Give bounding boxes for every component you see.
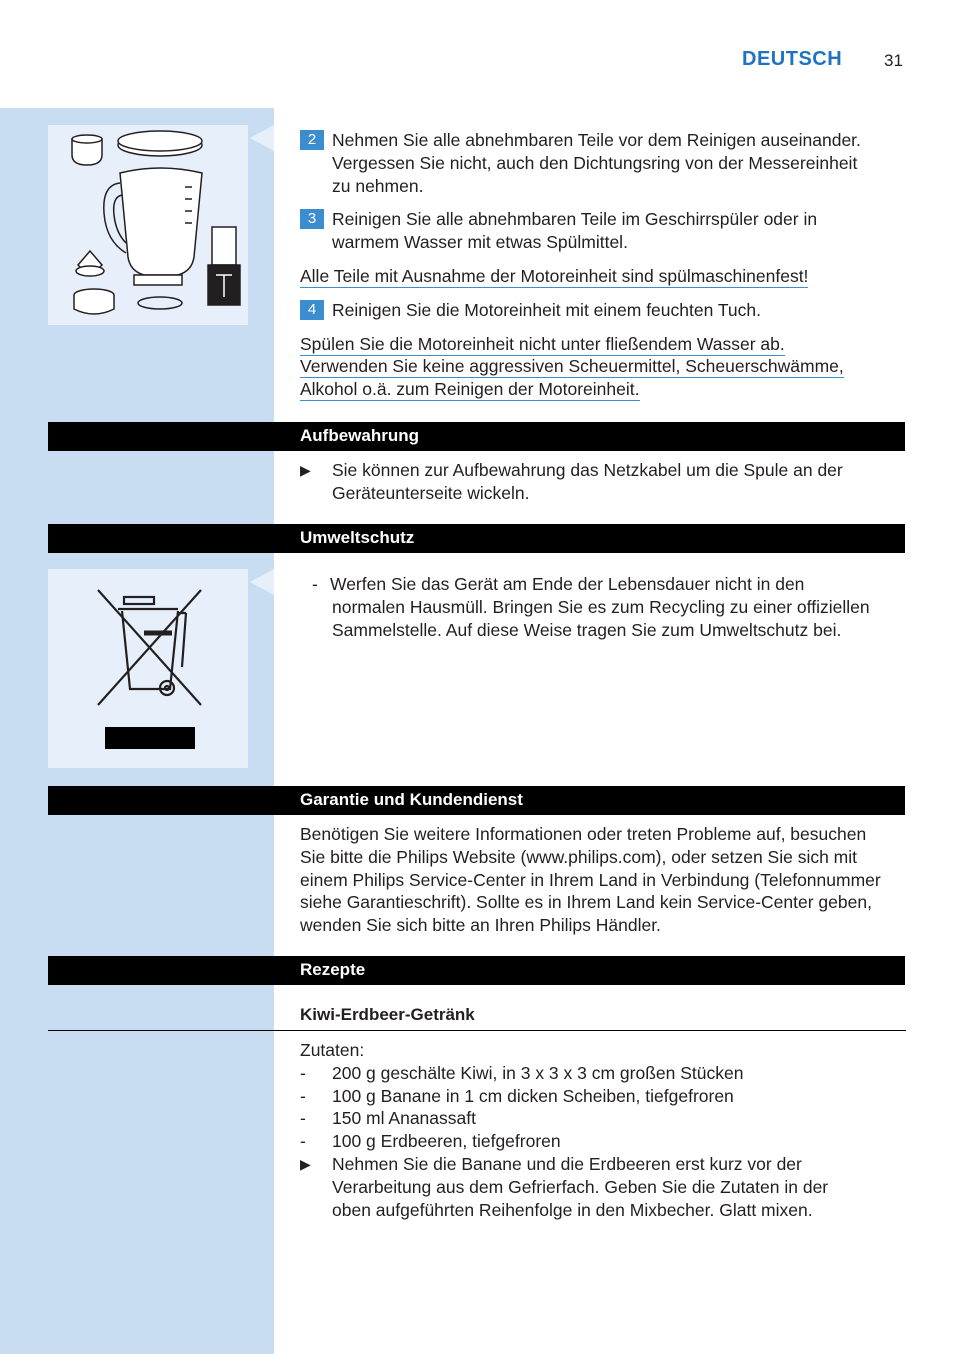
guarantee-line: wenden Sie sich bitte an Ihren Philips Händler.	[300, 915, 661, 936]
environment-line: normalen Hausmüll. Bringen Sie es zum Recycling zu einer offiziellen	[332, 596, 870, 617]
ingredient-item: - 100 g Erdbeeren, tiefgefroren	[300, 1131, 561, 1152]
environment-item	[300, 573, 905, 641]
recipe-section	[300, 1039, 905, 1221]
ingredient-text: 100 g Erdbeeren, tiefgefroren	[332, 1131, 561, 1152]
ingredient-item: - 150 ml Ananassaft	[300, 1108, 476, 1129]
guarantee-text: ), oder setzen Sie sich mit	[655, 846, 857, 867]
storage-section	[300, 459, 905, 505]
section-bar-guarantee	[48, 786, 905, 815]
step-4	[300, 299, 905, 322]
step-3-line: Reinigen Sie alle abnehmbaren Teile im Geschirrspüler oder in	[332, 209, 818, 230]
step-2	[300, 129, 905, 197]
environment-section	[300, 573, 905, 641]
step-number-badge: 2	[300, 130, 324, 150]
weee-illustration	[48, 569, 248, 768]
step-3	[300, 208, 905, 254]
blender-parts-illustration	[48, 125, 248, 325]
dishwasher-note	[300, 265, 905, 288]
step-number-badge: 3	[300, 209, 324, 229]
dash-marker: -	[312, 574, 318, 594]
environment-line: Werfen Sie das Gerät am Ende der Lebensdauer nicht in den	[330, 574, 805, 594]
environment-line: Sammelstelle. Auf diese Weise tragen Sie zum Umweltschutz bei.	[332, 619, 842, 640]
section-bar-environment	[48, 524, 905, 553]
ingredient-item: - 200 g geschälte Kiwi, in 3 x 3 x 3 cm großen Stücken	[300, 1062, 744, 1083]
ingredient-item: - 100 g Banane in 1 cm dicken Scheiben, tiefgefroren	[300, 1085, 734, 1106]
section-heading: Aufbewahrung	[300, 426, 419, 445]
guarantee-line	[300, 846, 920, 869]
bullet-icon: ▶	[300, 1155, 311, 1172]
ingredient-text: 200 g geschälte Kiwi, in 3 x 3 x 3 cm großen Stücken	[332, 1062, 744, 1083]
ingredients-label: Zutaten:	[300, 1040, 365, 1060]
recipe-title: Kiwi-Erdbeer-Getränk	[300, 1005, 475, 1024]
blender-parts-icon	[48, 125, 248, 325]
crossed-out-wheelie-bin-icon	[48, 569, 248, 768]
step-3-text	[332, 208, 817, 254]
warning-note	[300, 333, 905, 401]
philips-website-link[interactable]: www.philips.com	[526, 846, 656, 867]
section-bar-storage	[48, 422, 905, 451]
dishwasher-note-text: Alle Teile mit Ausnahme der Motoreinheit sind spülmaschinenfest!	[300, 265, 809, 286]
recipe-instruction	[300, 1153, 905, 1221]
guarantee-section	[300, 823, 920, 937]
ingredient-text: 150 ml Ananassaft	[332, 1108, 476, 1129]
guarantee-line: einem Philips Service-Center in Ihrem Land in Verbindung (Telefonnummer	[300, 869, 881, 890]
page-number: 31	[884, 51, 903, 70]
storage-line: Geräteunterseite wickeln.	[332, 482, 530, 503]
recipe-title-rule	[48, 1030, 906, 1031]
instruction-line: oben aufgeführten Reihenfolge in den Mixbecher. Glatt mixen.	[332, 1199, 813, 1220]
warning-line: Spülen Sie die Motoreinheit nicht unter fließendem Wasser ab.	[300, 333, 785, 354]
guarantee-text: Sie bitte die Philips Website (	[300, 846, 527, 867]
image-pointer	[250, 125, 274, 151]
step-2-text	[332, 129, 861, 197]
ingredient-text: 100 g Banane in 1 cm dicken Scheiben, tiefgefroren	[332, 1085, 734, 1106]
step-2-line: Vergessen Sie nicht, auch den Dichtungsring von der Messereinheit	[332, 152, 858, 173]
storage-line: Sie können zur Aufbewahrung das Netzkabel um die Spule an der	[332, 460, 843, 480]
image-pointer	[250, 569, 274, 595]
step-2-line: Nehmen Sie alle abnehmbaren Teile vor dem Reinigen auseinander.	[332, 130, 861, 150]
instruction-line: Nehmen Sie die Banane und die Erdbeeren erst kurz vor der	[332, 1153, 802, 1174]
guarantee-line: siehe Garantieschrift). Sollte es in Ihrem Land kein Service-Center geben,	[300, 892, 872, 913]
warning-line: Verwenden Sie keine aggressiven Scheuermittel, Scheuerschwämme,	[300, 356, 844, 377]
cleaning-section	[300, 129, 905, 401]
section-heading: Umweltschutz	[300, 528, 415, 547]
section-heading: Rezepte	[300, 960, 366, 979]
warning-line: Alkohol o.ä. zum Reinigen der Motoreinheit.	[300, 379, 640, 400]
bullet-icon: ▶	[300, 462, 311, 478]
section-heading: Garantie und Kundendienst	[300, 790, 523, 809]
instruction-line: Verarbeitung aus dem Gefrierfach. Geben Sie die Zutaten in der	[332, 1176, 829, 1197]
step-4-text: Reinigen Sie die Motoreinheit mit einem feuchten Tuch.	[332, 299, 761, 320]
language-label: DEUTSCH	[742, 48, 843, 70]
step-number-badge: 4	[300, 300, 324, 320]
step-2-line: zu nehmen.	[332, 175, 424, 196]
storage-bullet	[300, 459, 905, 505]
step-3-line: warmem Wasser mit etwas Spülmittel.	[332, 232, 628, 253]
section-bar-recipes	[48, 956, 905, 985]
guarantee-line: Benötigen Sie weitere Informationen oder treten Probleme auf, besuchen	[300, 824, 867, 844]
